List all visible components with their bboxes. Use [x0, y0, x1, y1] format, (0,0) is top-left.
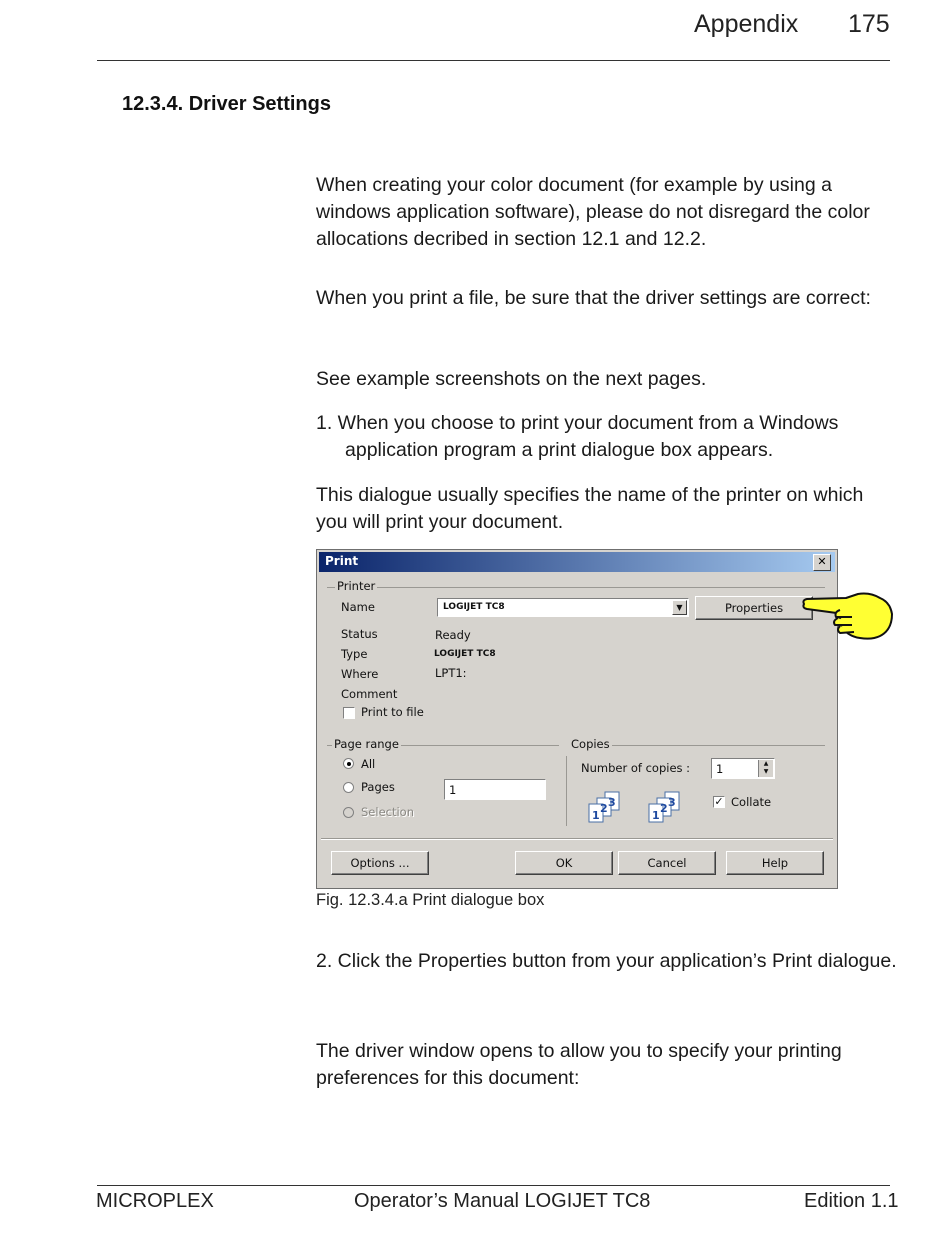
pointing-hand-icon [800, 590, 896, 644]
printer-group-border [327, 587, 825, 588]
paragraph-driver-settings: When you print a file, be sure that the driver settings are correct: [316, 287, 871, 309]
group-separator [566, 756, 567, 826]
footer-center: Operator’s Manual LOGIJET TC8 [354, 1190, 651, 1212]
comment-label: Comment [341, 687, 398, 701]
section-heading: 12.3.4. Driver Settings [122, 93, 331, 115]
number-of-copies-label: Number of copies : [581, 761, 691, 775]
page-number: 175 [848, 10, 890, 38]
print-to-file-label: Print to file [361, 705, 424, 719]
close-icon[interactable]: ✕ [813, 554, 831, 571]
status-label: Status [341, 627, 378, 641]
collate-icon-digit-2a: 2 [600, 802, 608, 815]
footer-left: MICROPLEX [96, 1190, 214, 1212]
paragraph-dialogue-specifies: This dialogue usually specifies the name of the printer on which you will print your document. [316, 484, 864, 533]
print-dialog [316, 549, 838, 889]
step-2: 2. Click the Properties button from your application’s Print dialogue. [316, 950, 897, 972]
paragraph-see-screenshots: See example screenshots on the next pages. [316, 368, 707, 390]
pages-radio[interactable] [343, 782, 354, 793]
paragraph-driver-window: The driver window opens to allow you to specify your printing preferences for this document: [316, 1040, 842, 1089]
type-value: LOGIJET TC8 [434, 649, 496, 659]
header-section: Appendix [694, 10, 799, 38]
pages-input[interactable] [444, 779, 546, 800]
collate-pages-icon [583, 790, 693, 828]
dialog-separator [321, 838, 833, 839]
spinner-arrows-icon[interactable]: ▲ ▼ [758, 760, 773, 777]
footer-rule [97, 1185, 890, 1186]
help-button[interactable]: Help [726, 851, 824, 875]
collate-checkbox[interactable]: ✓ [714, 795, 724, 808]
all-radio[interactable] [343, 758, 354, 769]
chevron-down-icon[interactable]: ▼ [672, 600, 687, 615]
status-value: Ready [435, 628, 471, 642]
ok-button[interactable]: OK [515, 851, 613, 875]
all-label: All [361, 757, 376, 771]
print-to-file-checkbox[interactable] [343, 707, 355, 719]
options-button[interactable]: Options ... [331, 851, 429, 875]
collate-icon-digit-3a: 3 [608, 796, 616, 809]
printer-name-value: LOGIJET TC8 [443, 602, 505, 612]
collate-label: Collate [731, 795, 772, 809]
copies-spinner[interactable] [711, 758, 775, 779]
figure-caption: Fig. 12.3.4.a Print dialogue box [316, 891, 545, 909]
copies-value: 1 [716, 762, 724, 776]
page-range-group-label: Page range [334, 737, 399, 751]
where-label: Where [341, 667, 379, 681]
properties-button[interactable]: Properties [695, 596, 813, 620]
selection-radio[interactable] [343, 807, 354, 818]
header-rule [97, 60, 890, 61]
dialog-titlebar [319, 552, 835, 572]
where-value: LPT1: [435, 666, 467, 680]
copies-group-label: Copies [571, 737, 610, 751]
pages-input-value: 1 [449, 783, 457, 797]
footer-right: Edition 1.1 [804, 1190, 899, 1212]
dialog-title: Print [325, 554, 359, 568]
name-label: Name [341, 600, 375, 614]
collate-icon-digit-2b: 2 [660, 802, 668, 815]
step-1: 1. When you choose to print your document from a Windows application program a print dialogue box appears. [316, 412, 839, 461]
collate-icon-digit-3b: 3 [668, 796, 676, 809]
collate-icon-digit-1b: 1 [652, 809, 660, 822]
pages-label: Pages [361, 780, 395, 794]
collate-icon-digit-1a: 1 [592, 809, 600, 822]
printer-name-combo[interactable] [437, 598, 689, 617]
type-label: Type [341, 647, 368, 661]
paragraph-color-allocations: When creating your color document (for example by using a windows application software), please do not disregard the color allocations decribed in section 12.1 and 12.2. [316, 174, 870, 250]
selection-label: Selection [361, 805, 414, 819]
cancel-button[interactable]: Cancel [618, 851, 716, 875]
printer-group-label: Printer [337, 579, 376, 593]
